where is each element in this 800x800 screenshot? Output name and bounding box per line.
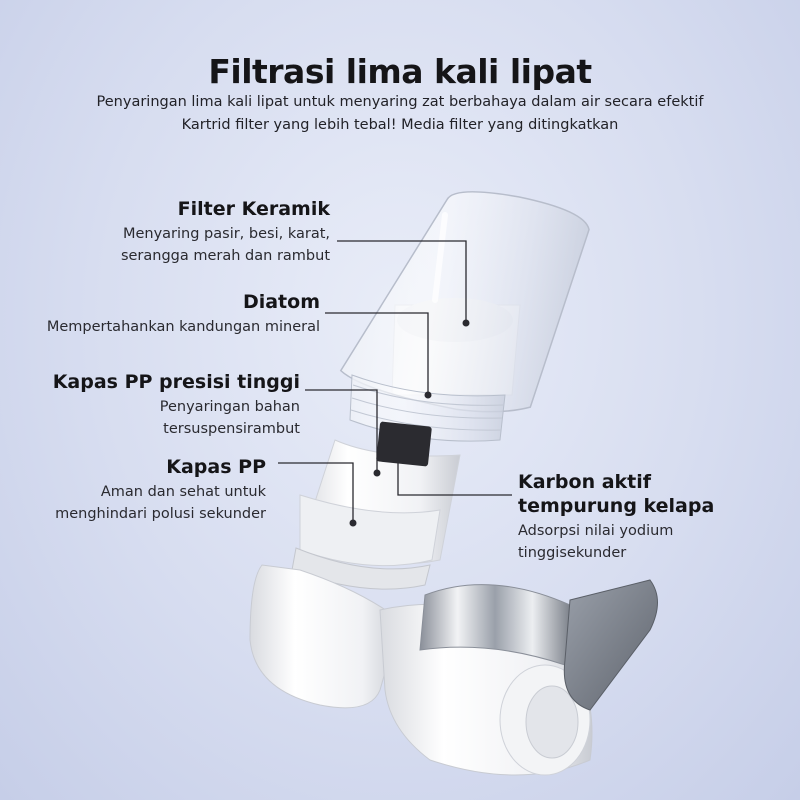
label-diatom xyxy=(47,290,320,338)
label-ceramic-filter-title: Filter Keramik xyxy=(177,198,330,220)
label-ceramic-filter-desc-2: serangga merah dan rambut xyxy=(120,248,330,264)
page-title: Filtrasi lima kali lipat xyxy=(208,52,592,91)
label-precision-pp-cotton-desc-1: Penyaringan bahan xyxy=(159,399,300,415)
label-diatom-desc-1: Mempertahankan kandungan mineral xyxy=(46,319,320,335)
carbon-block xyxy=(376,421,432,466)
leader-dot-precision-pp xyxy=(374,470,381,477)
label-pp-cotton xyxy=(55,455,266,525)
label-precision-pp-cotton-desc-2: tersuspensirambut xyxy=(163,421,300,437)
leader-dot-pp xyxy=(350,520,357,527)
label-precision-pp-cotton-title: Kapas PP presisi tinggi xyxy=(52,371,300,393)
leader-dot-ceramic xyxy=(463,320,470,327)
filter-body xyxy=(292,421,460,589)
label-ceramic-filter-desc-1: Menyaring pasir, besi, karat, xyxy=(122,226,330,242)
label-pp-cotton-title: Kapas PP xyxy=(166,456,266,478)
label-pp-cotton-desc-2: menghindari polusi sekunder xyxy=(55,506,266,522)
subtitle-line-1: Penyaringan lima kali lipat untuk menyaring zat berbahaya dalam air secara efektif xyxy=(96,94,704,110)
faucet-connector xyxy=(250,565,658,775)
label-ceramic-filter xyxy=(121,197,330,267)
label-precision-pp-cotton xyxy=(53,370,300,440)
label-coconut-carbon-desc-1: Adsorpsi nilai yodium xyxy=(518,523,674,539)
leader-dot-diatom xyxy=(425,392,432,399)
label-coconut-carbon xyxy=(518,470,714,564)
subtitle-line-2: Kartrid filter yang lebih tebal! Media filter yang ditingkatkan xyxy=(181,117,619,133)
label-diatom-title: Diatom xyxy=(242,291,320,313)
label-coconut-carbon-title: Karbon aktif xyxy=(518,471,652,493)
label-pp-cotton-desc-1: Aman dan sehat untuk xyxy=(100,484,266,500)
label-coconut-carbon-title-2: tempurung kelapa xyxy=(518,495,715,517)
label-coconut-carbon-desc-2: tinggisekunder xyxy=(518,545,627,561)
